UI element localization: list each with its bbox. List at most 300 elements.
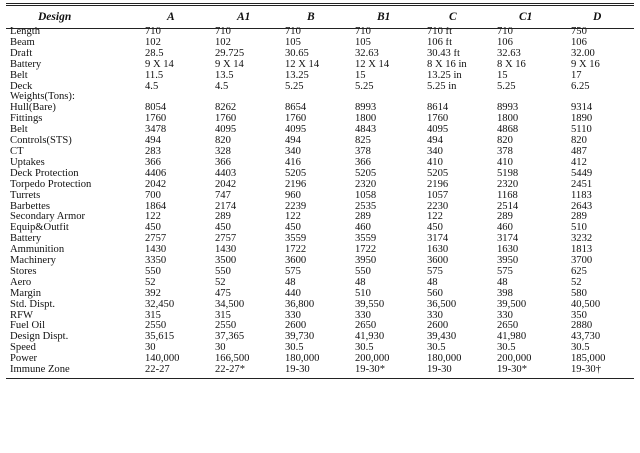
table-cell: 5205 <box>285 168 307 179</box>
table-cell: 960 <box>285 190 301 201</box>
table-cell: 8 X 16 <box>497 59 526 70</box>
table-cell: 19-30 <box>427 365 452 376</box>
table-cell: 283 <box>145 146 161 157</box>
table-row <box>6 289 634 300</box>
table-row <box>6 311 634 322</box>
row-label: Speed <box>10 343 36 354</box>
table-cell: 366 <box>215 157 231 168</box>
table-cell: 41,930 <box>355 332 385 343</box>
table-row <box>6 234 634 245</box>
table-cell: 2880 <box>571 321 593 332</box>
table-cell: 3500 <box>215 256 237 267</box>
table-cell: 450 <box>427 223 443 234</box>
table-cell: 30.5 <box>285 343 304 354</box>
table-cell: 8993 <box>355 103 377 114</box>
header-b: B <box>307 10 315 23</box>
table-cell: 494 <box>285 136 301 147</box>
table-cell: 106 <box>571 37 587 48</box>
table-cell: 1630 <box>427 245 449 256</box>
table-cell: 3559 <box>355 234 377 245</box>
table-cell: 8614 <box>427 103 449 114</box>
row-label: Fuel Oil <box>10 321 46 332</box>
table-cell: 2196 <box>427 179 449 190</box>
table-cell: 5205 <box>355 168 377 179</box>
table-row <box>6 354 634 365</box>
table-header <box>6 6 634 27</box>
table-cell: 412 <box>571 157 587 168</box>
table-row <box>6 103 634 114</box>
table-cell: 710 ft <box>427 27 453 37</box>
header-b1: B1 <box>377 10 391 23</box>
table-cell: 289 <box>215 212 231 223</box>
row-label: RFW <box>10 310 33 321</box>
table-row <box>6 245 634 256</box>
table-cell: 106 ft <box>427 37 453 48</box>
table-cell: 29.725 <box>215 48 245 59</box>
row-label: Barbettes <box>10 201 51 212</box>
table-row <box>6 180 634 191</box>
table-cell: 8 X 16 in <box>427 59 467 70</box>
table-cell: 140,000 <box>145 354 180 365</box>
table-cell: 820 <box>215 136 231 147</box>
table-cell: 3350 <box>145 256 167 267</box>
table-cell: 122 <box>285 212 301 223</box>
table-cell: 180,000 <box>285 354 320 365</box>
row-label: Torpedo Protection <box>10 179 92 190</box>
table-cell <box>424 92 494 103</box>
table-cell: 4.5 <box>215 81 229 92</box>
header-row <box>6 6 634 27</box>
table-cell: 52 <box>571 277 582 288</box>
row-label: Beam <box>10 37 35 48</box>
table-row <box>6 147 634 158</box>
header-rule <box>6 28 634 29</box>
table-cell: 2239 <box>285 201 307 212</box>
table-cell: 39,550 <box>355 299 385 310</box>
table-cell: 19-30* <box>355 365 386 376</box>
table-cell: 2320 <box>355 179 377 190</box>
table-cell: 2650 <box>497 321 519 332</box>
table-row <box>6 136 634 147</box>
row-label: Design Dispt. <box>10 332 69 343</box>
table-cell: 2535 <box>355 201 377 212</box>
table-cell: 2042 <box>145 179 167 190</box>
table-cell: 440 <box>285 288 301 299</box>
table-cell: 11.5 <box>145 70 164 81</box>
table-cell: 5.25 <box>285 81 304 92</box>
table-cell: 15 <box>355 70 366 81</box>
table-cell <box>352 92 424 103</box>
table-cell: 1800 <box>355 114 377 125</box>
table-cell: 32,450 <box>145 299 175 310</box>
table-cell: 398 <box>497 288 513 299</box>
table-cell: 2550 <box>145 321 167 332</box>
row-label: CT <box>10 146 24 157</box>
table-cell: 106 <box>497 37 513 48</box>
row-label: Weights(Tons): <box>10 92 75 103</box>
header-a: A <box>167 10 175 23</box>
table-cell: 28.5 <box>145 48 164 59</box>
header-d: D <box>593 10 602 23</box>
table-cell: 3174 <box>427 234 449 245</box>
table-cell: 8262 <box>215 103 237 114</box>
table-row <box>6 278 634 289</box>
table-cell: 2174 <box>215 201 237 212</box>
table-cell: 30.5 <box>497 343 516 354</box>
table-cell: 5.25 <box>497 81 516 92</box>
table-cell: 820 <box>571 136 587 147</box>
table-cell: 4403 <box>215 168 237 179</box>
row-label: Immune Zone <box>10 365 70 376</box>
table-row <box>6 158 634 169</box>
table-cell: 105 <box>355 37 371 48</box>
table-cell: 450 <box>145 223 161 234</box>
table-row <box>6 60 634 71</box>
table-cell: 30.5 <box>571 343 590 354</box>
table-row <box>6 191 634 202</box>
table-cell: 289 <box>497 212 513 223</box>
table-cell: 315 <box>145 310 161 321</box>
table-cell: 37,365 <box>215 332 245 343</box>
row-label: Belt <box>10 125 28 136</box>
table-cell: 3700 <box>571 256 593 267</box>
table-cell: 9 X 16 <box>571 59 600 70</box>
table-cell: 289 <box>571 212 587 223</box>
table-cell: 494 <box>427 136 443 147</box>
table-cell: 1760 <box>427 114 449 125</box>
table-cell: 2600 <box>427 321 449 332</box>
row-label: Turrets <box>10 190 41 201</box>
row-label: Ammunition <box>10 245 65 256</box>
table-row <box>6 169 634 180</box>
table-cell: 13.5 <box>215 70 234 81</box>
table-cell: 4095 <box>427 125 449 136</box>
row-label: Fittings <box>10 114 43 125</box>
table-cell: 52 <box>215 277 226 288</box>
table-cell: 1760 <box>145 114 167 125</box>
table-cell: 575 <box>285 266 301 277</box>
table-cell: 22-27 <box>145 365 170 376</box>
table-row <box>6 343 634 354</box>
table-cell: 710 <box>285 27 301 37</box>
table-row <box>6 267 634 278</box>
table-cell: 30.5 <box>355 343 374 354</box>
table-cell: 43,730 <box>571 332 601 343</box>
table-cell: 30 <box>215 343 226 354</box>
table-cell: 4095 <box>215 125 237 136</box>
table-cell: 460 <box>497 223 513 234</box>
table-body <box>6 27 634 376</box>
table-row <box>6 49 634 60</box>
table-cell: 30.43 ft <box>427 48 460 59</box>
table-cell: 32.00 <box>571 48 595 59</box>
table-cell: 5.25 in <box>427 81 457 92</box>
table-cell: 1760 <box>215 114 237 125</box>
table-cell: 2042 <box>215 179 237 190</box>
table-row <box>6 300 634 311</box>
table-cell <box>212 92 282 103</box>
table-cell: 102 <box>215 37 231 48</box>
table-cell: 8654 <box>285 103 307 114</box>
table-row <box>6 125 634 136</box>
table-cell: 550 <box>355 266 371 277</box>
table-cell: 9 X 14 <box>215 59 244 70</box>
table-cell: 3950 <box>497 256 519 267</box>
table-cell: 17 <box>571 70 582 81</box>
table-cell: 710 <box>497 27 513 37</box>
table-cell: 39,430 <box>427 332 457 343</box>
table-cell: 19-30* <box>497 365 528 376</box>
table-cell: 6.25 <box>571 81 590 92</box>
row-label: Stores <box>10 266 37 277</box>
table-cell: 710 <box>355 27 371 37</box>
table-row <box>6 114 634 125</box>
table-cell: 710 <box>145 27 161 37</box>
table-cell: 510 <box>571 223 587 234</box>
row-label: Std. Dispt. <box>10 299 56 310</box>
table-cell: 3478 <box>145 125 167 136</box>
table-cell: 13.25 <box>285 70 309 81</box>
table-cell: 22-27* <box>215 365 246 376</box>
table-cell: 4868 <box>497 125 519 136</box>
table-cell: 19-30 <box>285 365 310 376</box>
table-cell: 460 <box>355 223 371 234</box>
table-cell: 34,500 <box>215 299 245 310</box>
table-cell: 19-30† <box>571 365 602 376</box>
table-cell: 2230 <box>427 201 449 212</box>
table-cell: 13.25 in <box>427 70 462 81</box>
table-cell: 3600 <box>427 256 449 267</box>
table-cell: 3232 <box>571 234 593 245</box>
table-row <box>6 256 634 267</box>
table-cell: 1890 <box>571 114 593 125</box>
table-cell: 30 <box>145 343 156 354</box>
header-c: C <box>449 10 457 23</box>
table-cell: 185,000 <box>571 354 606 365</box>
table-cell: 32.63 <box>355 48 379 59</box>
table-cell: 1183 <box>571 190 592 201</box>
row-label: Equip&Outfit <box>10 223 69 234</box>
row-label: Machinery <box>10 256 56 267</box>
table-cell: 5198 <box>497 168 519 179</box>
table-cell: 9314 <box>571 103 593 114</box>
table-cell: 1813 <box>571 245 593 256</box>
table-cell: 200,000 <box>497 354 532 365</box>
table-cell: 166,500 <box>215 354 250 365</box>
table-cell: 747 <box>215 190 231 201</box>
table-cell: 2650 <box>355 321 377 332</box>
table-cell: 550 <box>215 266 231 277</box>
table-cell: 102 <box>145 37 161 48</box>
table-cell: 2514 <box>497 201 519 212</box>
design-table <box>6 6 634 376</box>
table-cell: 328 <box>215 146 231 157</box>
table-cell: 2320 <box>497 179 519 190</box>
row-label: Secondary Armor <box>10 212 86 223</box>
table-cell: 5110 <box>571 125 592 136</box>
header-a1: A1 <box>237 10 251 23</box>
table-cell: 378 <box>497 146 513 157</box>
table-cell: 750 <box>571 27 587 37</box>
table-cell: 1057 <box>427 190 449 201</box>
table-cell: 475 <box>215 288 231 299</box>
table-cell: 510 <box>355 288 371 299</box>
table-cell: 122 <box>427 212 443 223</box>
table-cell: 2451 <box>571 179 593 190</box>
table-cell: 4095 <box>285 125 307 136</box>
table-cell: 48 <box>497 277 508 288</box>
table-cell: 48 <box>285 277 296 288</box>
table-cell: 625 <box>571 266 587 277</box>
table-cell: 52 <box>145 277 156 288</box>
table-cell: 8993 <box>497 103 519 114</box>
table-cell: 550 <box>145 266 161 277</box>
table-cell: 5449 <box>571 168 593 179</box>
table-cell: 366 <box>145 157 161 168</box>
table-cell: 1722 <box>285 245 307 256</box>
table-cell: 4406 <box>145 168 167 179</box>
table-cell: 575 <box>497 266 513 277</box>
row-label: Uptakes <box>10 157 45 168</box>
table-cell: 580 <box>571 288 587 299</box>
table-cell: 450 <box>285 223 301 234</box>
table-cell: 36,500 <box>427 299 457 310</box>
table-cell: 122 <box>145 212 161 223</box>
table-cell: 5205 <box>427 168 449 179</box>
table-cell: 39,500 <box>497 299 527 310</box>
table-cell <box>568 92 634 103</box>
table-cell: 315 <box>215 310 231 321</box>
table-cell: 289 <box>355 212 371 223</box>
table-cell: 378 <box>355 146 371 157</box>
table-cell: 5.25 <box>355 81 374 92</box>
table-cell: 41,980 <box>497 332 527 343</box>
table-cell: 487 <box>571 146 587 157</box>
row-label: Deck <box>10 81 33 92</box>
table-cell: 340 <box>427 146 443 157</box>
table-cell: 15 <box>497 70 508 81</box>
table-cell: 560 <box>427 288 443 299</box>
header-design: Design <box>38 10 72 23</box>
table-cell: 36,800 <box>285 299 315 310</box>
table-cell: 8054 <box>145 103 167 114</box>
table-cell: 3950 <box>355 256 377 267</box>
table-cell: 410 <box>497 157 513 168</box>
row-label: Aero <box>10 277 32 288</box>
table-cell: 392 <box>145 288 161 299</box>
table-cell: 9 X 14 <box>145 59 174 70</box>
table-cell: 30.65 <box>285 48 309 59</box>
table-cell: 2196 <box>285 179 307 190</box>
table-cell: 3600 <box>285 256 307 267</box>
table-row <box>6 365 634 376</box>
table-cell: 12 X 14 <box>355 59 390 70</box>
table-cell: 575 <box>427 266 443 277</box>
row-label: Deck Protection <box>10 168 79 179</box>
table-cell: 32.63 <box>497 48 521 59</box>
table-cell: 2600 <box>285 321 307 332</box>
bottom-rule <box>6 378 634 379</box>
row-label: Battery <box>10 59 42 70</box>
table-cell: 820 <box>497 136 513 147</box>
table-row <box>6 202 634 213</box>
row-label: Battery <box>10 234 42 245</box>
header-c1: C1 <box>519 10 533 23</box>
table-cell <box>142 92 212 103</box>
table-cell <box>282 92 352 103</box>
table-cell: 30.5 <box>427 343 446 354</box>
table-cell: 1168 <box>497 190 518 201</box>
row-label: Hull(Bare) <box>10 103 56 114</box>
table-cell: 330 <box>355 310 371 321</box>
table-row <box>6 223 634 234</box>
row-label: Length <box>10 27 41 37</box>
table-cell: 1722 <box>355 245 377 256</box>
table-row <box>6 212 634 223</box>
table-cell: 180,000 <box>427 354 462 365</box>
table-cell: 1630 <box>497 245 519 256</box>
table-cell: 48 <box>427 277 438 288</box>
table-cell: 2550 <box>215 321 237 332</box>
row-label: Belt <box>10 70 28 81</box>
table-cell: 710 <box>215 27 231 37</box>
table-cell: 825 <box>355 136 371 147</box>
table-cell: 2643 <box>571 201 593 212</box>
table-cell: 2757 <box>215 234 237 245</box>
table-cell: 366 <box>355 157 371 168</box>
table-row <box>6 92 634 103</box>
table-cell: 700 <box>145 190 161 201</box>
table-cell: 340 <box>285 146 301 157</box>
table-row <box>6 332 634 343</box>
table-cell: 330 <box>285 310 301 321</box>
table-cell: 4.5 <box>145 81 159 92</box>
table-cell: 2757 <box>145 234 167 245</box>
table-cell: 3174 <box>497 234 519 245</box>
row-label: Controls(STS) <box>10 136 72 147</box>
table-cell: 200,000 <box>355 354 390 365</box>
table-cell: 4843 <box>355 125 377 136</box>
table-cell: 1430 <box>215 245 237 256</box>
table-row <box>6 82 634 93</box>
table-cell: 416 <box>285 157 301 168</box>
table-cell: 12 X 14 <box>285 59 320 70</box>
design-comparison-table <box>6 3 636 379</box>
table-cell: 330 <box>427 310 443 321</box>
table-cell: 39,730 <box>285 332 315 343</box>
row-label: Margin <box>10 288 41 299</box>
table-cell: 48 <box>355 277 366 288</box>
table-row <box>6 71 634 82</box>
table-cell: 450 <box>215 223 231 234</box>
table-row <box>6 38 634 49</box>
table-cell: 1058 <box>355 190 377 201</box>
table-cell: 35,615 <box>145 332 175 343</box>
table-cell: 410 <box>427 157 443 168</box>
table-cell: 105 <box>285 37 301 48</box>
table-cell <box>494 92 568 103</box>
table-cell: 1800 <box>497 114 519 125</box>
table-cell: 1864 <box>145 201 167 212</box>
table-cell: 1430 <box>145 245 167 256</box>
table-row <box>6 321 634 332</box>
table-cell: 3559 <box>285 234 307 245</box>
table-cell: 350 <box>571 310 587 321</box>
table-cell: 1760 <box>285 114 307 125</box>
table-cell: 330 <box>497 310 513 321</box>
table-cell: 40,500 <box>571 299 601 310</box>
row-label: Draft <box>10 48 33 59</box>
